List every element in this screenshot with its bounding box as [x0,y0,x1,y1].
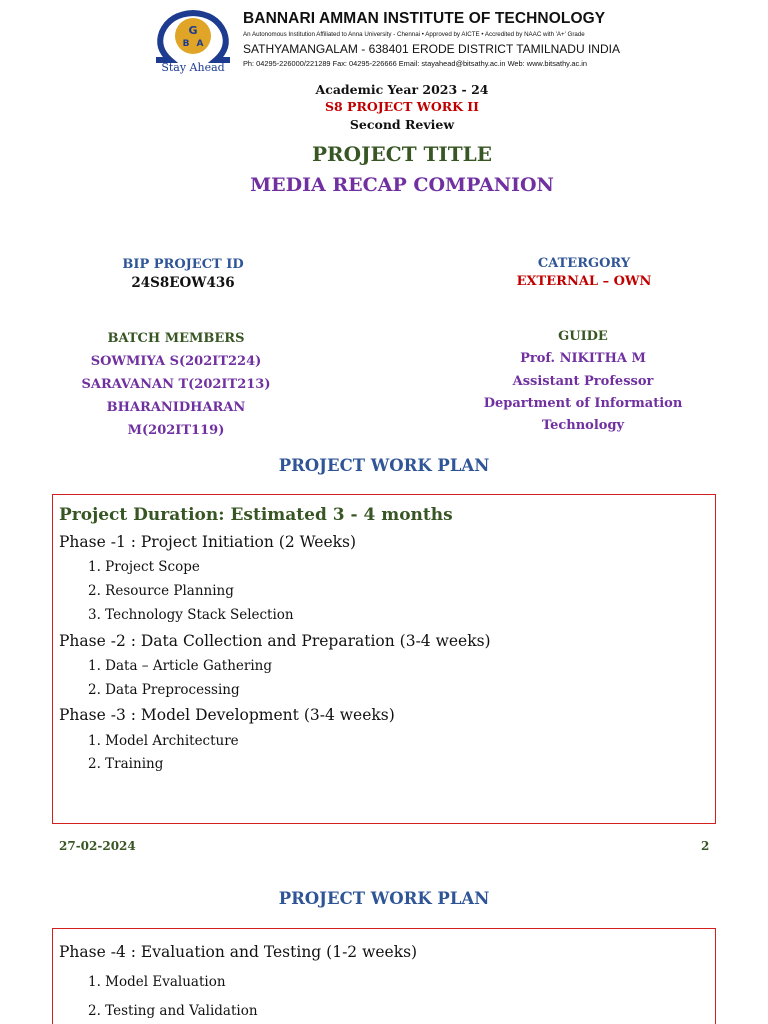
work-plan-title: PROJECT WORK PLAN [278,456,490,475]
institution-name: BANNARI AMMAN INSTITUTE OF TECHNOLOGY [243,10,606,27]
guide-block [447,326,719,437]
institution-address: SATHYAMANGALAM - 638401 ERODE DISTRICT TAMILNADU INDIA [243,42,620,56]
phase-item: 1. Model Architecture [88,733,239,749]
phase-item: 2. Data Preprocessing [88,682,240,698]
bip-project-id-block [98,256,268,292]
phase-item: 1. Project Scope [88,559,200,575]
phase-title: Phase -2 : Data Collection and Preparation (3-4 weeks) [59,632,491,650]
batch-members-label: BATCH MEMBERS [107,331,245,346]
svg-text:B: B [182,39,190,49]
phase-item: 2. Testing and Validation [88,1003,258,1019]
batch-member: BHARANIDHARAN M(202IT119) [106,400,246,438]
category-label: CATERGORY [537,256,631,271]
batch-members-block [60,327,292,442]
course-name: S8 PROJECT WORK II [324,99,480,114]
project-title: MEDIA RECAP COMPANION [250,174,554,196]
guide-department: Department of Information Technology [483,395,683,434]
review-stage: Second Review [349,117,455,132]
category-block [500,255,668,291]
phase-title: Phase -1 : Project Initiation (2 Weeks) [59,533,357,551]
project-title-label: PROJECT TITLE [312,142,492,166]
batch-member: SOWMIYA S(202IT224) [90,354,262,369]
institution-header [148,6,620,76]
guide-name: Prof. NIKITHA M [520,351,646,367]
phase-title: Phase -3 : Model Development (3-4 weeks) [59,706,395,724]
work-plan-box [52,494,716,824]
work-plan-title: PROJECT WORK PLAN [278,889,490,908]
phase-item: 1. Data – Article Gathering [88,658,273,674]
phase-item: 2. Training [88,756,164,772]
bip-project-id-label: BIP PROJECT ID [122,257,244,272]
phase-item: 2. Resource Planning [88,583,234,599]
phase-item: 3. Technology Stack Selection [88,607,294,623]
svg-text:G: G [188,24,198,37]
batch-member: SARAVANAN T(202IT213) [81,377,271,392]
academic-year: Academic Year 2023 - 24 [315,82,489,97]
svg-text:A: A [196,39,204,49]
institution-tagline: Stay Ahead [161,61,225,74]
project-duration: Project Duration: Estimated 3 - 4 months [59,505,453,525]
work-plan-box [52,928,716,1024]
page-number: 2 [701,839,710,853]
phase-item: 1. Model Evaluation [88,974,226,990]
guide-label: GUIDE [558,329,608,344]
institution-contact: Ph: 04295-226000/221289 Fax: 04295-226666 Email: stayahead@bitsathy.ac.in Web: www.bitsathy.ac.in [243,59,587,68]
phase-title: Phase -4 : Evaluation and Testing (1-2 weeks) [59,943,418,961]
bip-project-id-value: 24S8EOW436 [131,275,235,291]
slide-date: 27-02-2024 [59,839,136,853]
institution-affiliation: An Autonomous Institution Affiliated to Anna University - Chennai • Approved by AICTE • Accredited by NAAC with 'A+' Grade [243,31,585,38]
guide-designation: Assistant Professor [512,373,654,389]
category-value: EXTERNAL – OWN [516,274,652,289]
